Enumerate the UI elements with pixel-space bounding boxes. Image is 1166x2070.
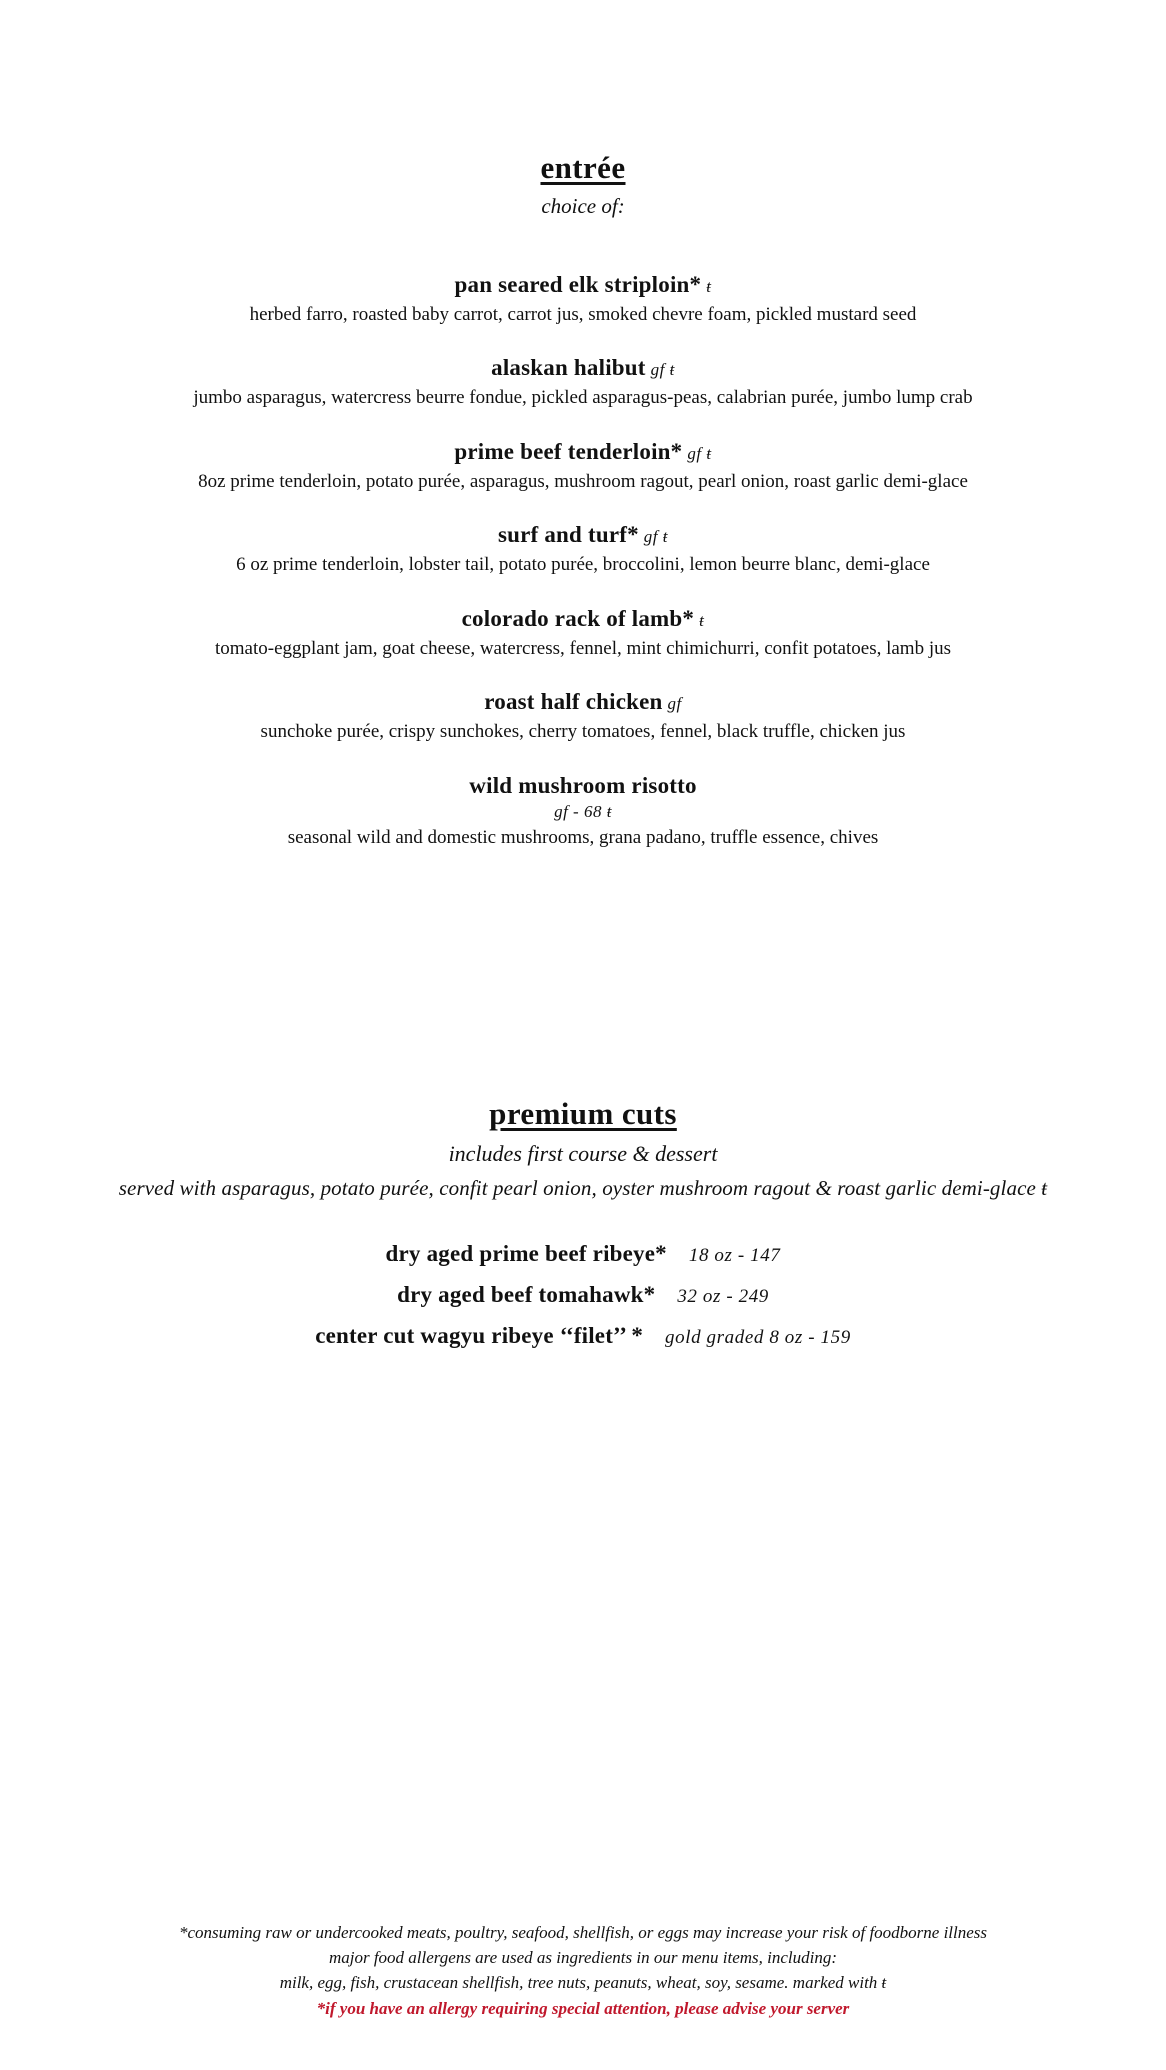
menu-item (60, 354, 1106, 410)
dish-name-text: pan seared elk striploin* (454, 272, 702, 297)
dish-name (60, 271, 1106, 300)
premium-cut-item (60, 1282, 1106, 1308)
footer-line-3: milk, egg, fish, crustacean shellfish, tree nuts, peanuts, wheat, soy, sesame. marked with ŧ (279, 1972, 887, 1992)
dish-description: seasonal wild and domestic mushrooms, grana padano, truffle essence, chives (287, 826, 879, 848)
cut-name: center cut wagyu ribeye ‘‘filet’’ * (315, 1323, 644, 1349)
menu-item (60, 438, 1106, 494)
dish-tag: gf (667, 694, 682, 714)
menu-item (60, 605, 1106, 661)
cut-price: 18 oz - 147 (688, 1245, 781, 1267)
dish-description: 8oz prime tenderloin, potato purée, asparagus, mushroom ragout, pearl onion, roast garlic demi-glace (198, 470, 968, 492)
entree-dish-list (60, 271, 1106, 850)
entree-subtitle: choice of: (541, 194, 625, 218)
dish-name (60, 688, 1106, 717)
menu-item (60, 271, 1106, 327)
menu-item (60, 688, 1106, 744)
premium-cuts-list (60, 1241, 1106, 1349)
premium-cuts-title: premium cuts (489, 1096, 677, 1132)
menu-page (0, 150, 1166, 2070)
dish-description: herbed farro, roasted baby carrot, carrot jus, smoked chevre foam, pickled mustard seed (249, 303, 917, 325)
entree-title: entrée (540, 150, 626, 185)
menu-item (60, 772, 1106, 851)
cut-price: 32 oz - 249 (677, 1286, 769, 1308)
dish-name (60, 772, 1106, 823)
dish-name-text: colorado rack of lamb* (461, 605, 695, 631)
dish-name (60, 354, 1106, 383)
menu-item (60, 521, 1106, 577)
dish-name-text: alaskan halibut (491, 355, 646, 381)
dish-tag: ŧ (706, 277, 712, 296)
footer-line-2: major food allergens are used as ingredients in our menu items, including: (328, 1948, 838, 1968)
dish-tag: gf - 68 ŧ (554, 802, 612, 822)
dish-description: 6 oz prime tenderloin, lobster tail, potato purée, broccolini, lemon beurre blanc, demi-glace (236, 554, 930, 576)
cut-price: gold graded 8 oz - 159 (665, 1327, 851, 1349)
cut-name: dry aged beef tomahawk* (397, 1282, 656, 1308)
dish-name-text: wild mushroom risotto (469, 772, 697, 798)
dish-description: jumbo asparagus, watercress beurre fondue, pickled asparagus-peas, calabrian purée, jumbo lump crab (193, 387, 973, 409)
entree-section (60, 150, 1106, 850)
dish-name (60, 521, 1106, 550)
dish-name-text: roast half chicken (484, 689, 663, 715)
footer-disclaimer (0, 1921, 1166, 2022)
dish-tag: gf ŧ (650, 360, 675, 380)
premium-cuts-section (60, 1096, 1106, 1349)
premium-cut-item (60, 1323, 1106, 1349)
premium-cuts-subtitle: includes first course & dessert (448, 1141, 718, 1167)
premium-cuts-accompaniments: served with asparagus, potato purée, confit pearl onion, oyster mushroom ragout & roast garlic demi-glace ŧ (118, 1176, 1048, 1201)
dish-description: tomato-eggplant jam, goat cheese, watercress, fennel, mint chimichurri, confit potatoes, lamb jus (214, 637, 952, 659)
dish-name (60, 605, 1106, 634)
premium-cut-item (60, 1241, 1106, 1267)
dish-description: sunchoke purée, crispy sunchokes, cherry tomatoes, fennel, black truffle, chicken jus (260, 720, 906, 742)
dish-name-text: surf and turf* (497, 522, 639, 548)
dish-name (60, 438, 1106, 467)
dish-tag: gf ŧ (643, 527, 669, 547)
footer-allergy-warning: *if you have an allergy requiring special attention, please advise your server (316, 1999, 850, 2019)
footer-line-1: *consuming raw or undercooked meats, poultry, seafood, shellfish, or eggs may increase your risk of foodborne illness (178, 1923, 988, 1943)
cut-name: dry aged prime beef ribeye* (385, 1241, 667, 1267)
dish-tag: gf ŧ (687, 443, 712, 463)
dish-tag: ŧ (699, 610, 705, 630)
dish-name-text: prime beef tenderloin* (454, 438, 683, 464)
